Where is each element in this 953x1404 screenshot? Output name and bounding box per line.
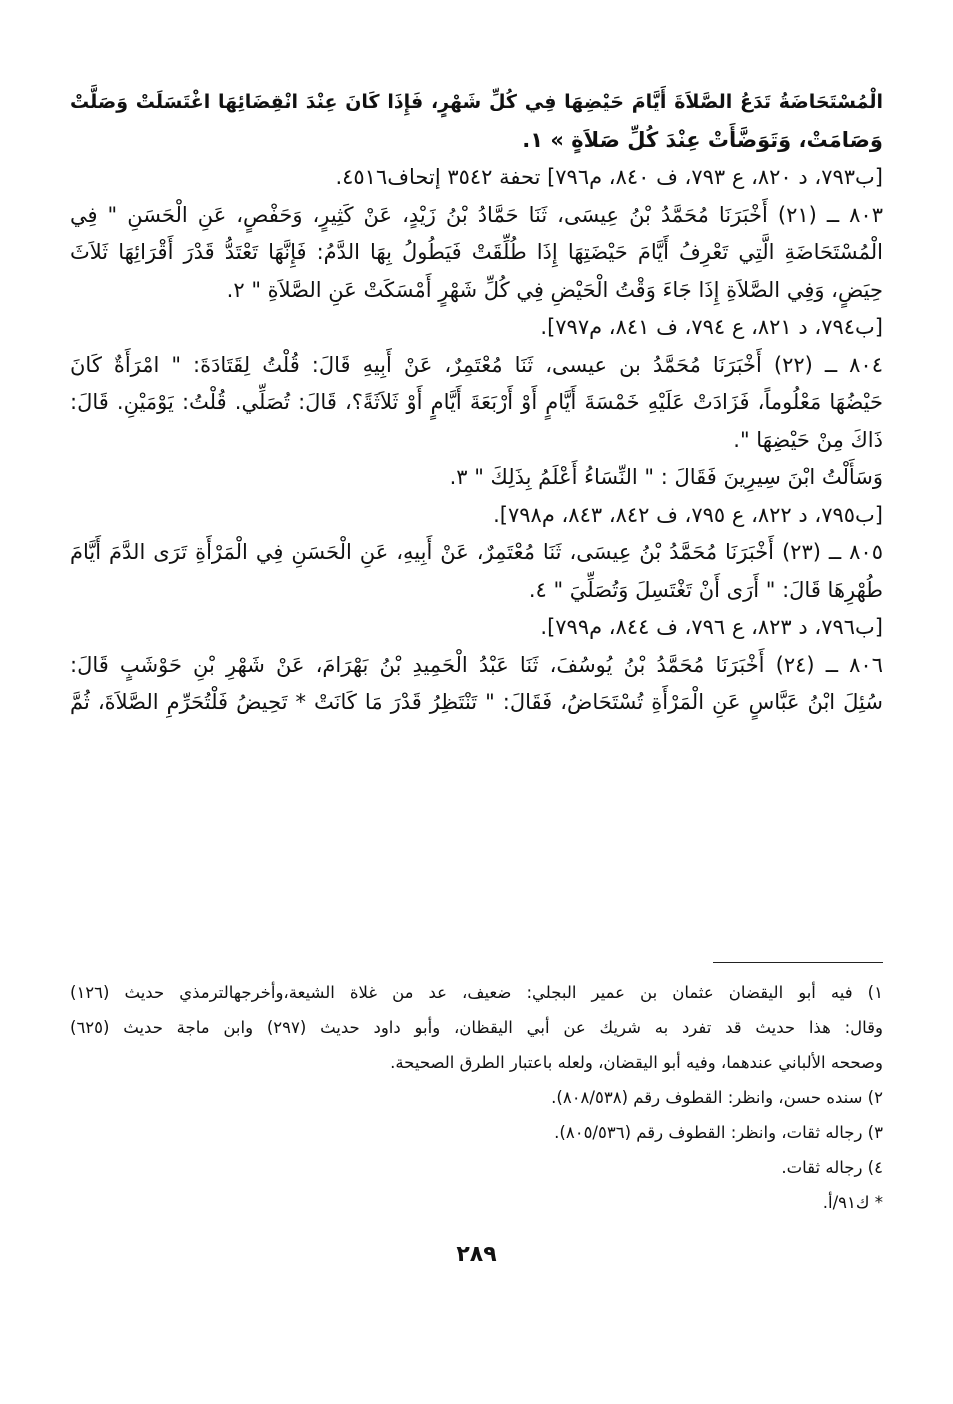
- reference-line-2: [ب٧٩٤، د ٨٢١، ع ٧٩٤، ف ٨٤١، م٧٩٧].: [540, 315, 883, 339]
- hadith-804-line-1: ٨٠٤ ــ (٢٢) أَخْبَرَنَا مُحَمَّدُ بن عيسى، ثَنَا مُعْتَمِرٌ، عَنْ أَبِيهِ قَالَ: قُلْتُ لِقَتَادَةَ: " امْرَأَةٌ كَانَ: [70, 352, 883, 377]
- hadith-806-line-1: ٨٠٦ ــ (٢٤) أَخْبَرَنَا مُحَمَّدُ بْنُ يُوسُفَ، ثَنَا عَبْدُ الْحَمِيدِ بْنُ بَهْرَامَ، عَنْ شَهْرِ بْنِ حَوْشَبٍ قَالَ:: [70, 652, 883, 677]
- hadith-804-line-2: حَيْضُهَا مَعْلُوماً، فَزَادَتْ عَلَيْهِ خَمْسَةَ أَيَّامٍ أَوْ أَرْبَعَةَ أَيَّامٍ أَوْ ثَلاَثَةً؟، قَالَ: تُصَلِّي. قُلْتُ: يَوْمَيْنِ. قَالَ:: [70, 390, 883, 414]
- hadith-803-line-3: حِيَضٍ، وَفِي الصَّلاَةِ إِذَا جَاءَ وَقْتُ الْحَيْضِ فِي كُلِّ شَهْرٍ أَمْسَكَتْ عَنِ الصَّلاَةِ " ٢.: [226, 277, 883, 302]
- footnote-4: ٤) رجاله ثقات.: [781, 1158, 883, 1177]
- footnote-1-line-2: وقال: هذا حديث قد تفرد به شريك عن أبي اليقظان، وأبو داود حديث (٢٩٧) وابن ماجة حديث (٦٢٥): [70, 1018, 883, 1037]
- hadith-803-line-2: الْمُسْتَحَاضَةِ الَّتِي تَعْرِفُ أَيَّامَ حَيْضَتِهَا إِذَا طُلِّقَتْ فَيَطُولُ بِهَا الدَّمُ: فَإِنَّهَا تَعْتَدُّ قَدْرَ أَقْرَائِهَا ثَلاَثَ: [70, 240, 883, 264]
- page-number: ٢٨٩: [456, 1242, 497, 1267]
- footnote-1-line-1: ١) فيه أبو اليقضان عثمان بن عمير البجلي: ضعيف، عد من غلاة الشيعة،وأخرجهالترمذي حديث (١٢٦): [70, 983, 883, 1002]
- hadith-804-line-4: وَسَأَلْتُ ابْنَ سِيرِينَ فَقَالَ : " النِّسَاءُ أَعْلَمُ بِذَلِكَ " ٣.: [449, 465, 883, 489]
- hadith-804-line-3: ذَاكَ مِنْ حَيْضِهَا ".: [733, 427, 883, 452]
- footnote-3: ٣) رجاله ثقات، وانظر: القطوف رقم (٨٠٥/٥٣٦).: [554, 1123, 883, 1142]
- main-text: [70, 84, 883, 722]
- hadith-803-line-1: ٨٠٣ ــ (٢١) أَخْبَرَنَا مُحَمَّدُ بْنُ عِيسَى، ثَنَا حَمَّادُ بْنُ زَيْدٍ، عَنْ كَثِيرٍ، وَحَفْصٍ، عَنِ الْحَسَنِ " فِي: [70, 202, 883, 227]
- text-line-1: الْمُسْتَحَاضَةُ تَدَعُ الصَّلاَةَ أَيَّامَ حَيْضِهَا فِي كُلِّ شَهْرٍ، فَإِذَا كَانَ عِنْدَ انْقِضَائِهَا اغْتَسَلَتْ وَصَلَّتْ: [70, 91, 883, 113]
- footnote-2: ٢) سنده حسن، وانظر: القطوف رقم (٨٠٨/٥٣٨).: [551, 1088, 883, 1107]
- footnote-divider: [713, 962, 883, 963]
- text-line-2: وَصَامَتْ، وَتَوَضَّأَتْ عِنْدَ كُلِّ صَلاَةٍ » ١.: [522, 127, 883, 152]
- reference-line-4: [ب٧٩٦، د ٨٢٣، ع ٧٩٦، ف ٨٤٤، م٧٩٩].: [540, 615, 883, 639]
- reference-line-1: [ب٧٩٣، د ٨٢٠، ع ٧٩٣، ف ٨٤٠، م٧٩٦] تحفة ٣٥٤٢ إتحاف٤٥١٦.: [335, 165, 883, 189]
- reference-line-3: [ب٧٩٥، د ٨٢٢، ع ٧٩٥، ف ٨٤٢، ٨٤٣، م٧٩٨].: [493, 502, 883, 527]
- footnote-1-line-3: وصححه الألباني عندهما، وفيه أبو اليقضان، ولعله باعتبار الطرق الصحيحة.: [390, 1053, 883, 1072]
- footnotes: [70, 975, 883, 1220]
- hadith-805-line-1: ٨٠٥ ــ (٢٣) أَخْبَرَنَا مُحَمَّدُ بْنُ عِيسَى، ثَنَا مُعْتَمِرٌ، عَنْ أَبِيهِ، عَنِ الْحَسَنِ فِي الْمَرْأَةِ تَرَى الدَّمَ أَيَّامَ: [70, 540, 883, 564]
- hadith-805-line-2: طُهْرِهَا قَالَ: " أَرَى أَنْ تَغْتَسِلَ وَتُصَلِّيَ " ٤.: [528, 577, 883, 602]
- footnote-star: * ك٩١/أ.: [822, 1193, 883, 1212]
- hadith-806-line-2: سُئِلَ ابْنُ عَبَّاسٍ عَنِ الْمَرْأَةِ تُسْتَحَاضُ، فَقَالَ: " تَنْتَظِرُ قَدْرَ مَا كَانَتْ * تَحِيضُ فَلْتُحَرِّمِ الصَّلاَةَ، ثُمَّ: [70, 690, 883, 714]
